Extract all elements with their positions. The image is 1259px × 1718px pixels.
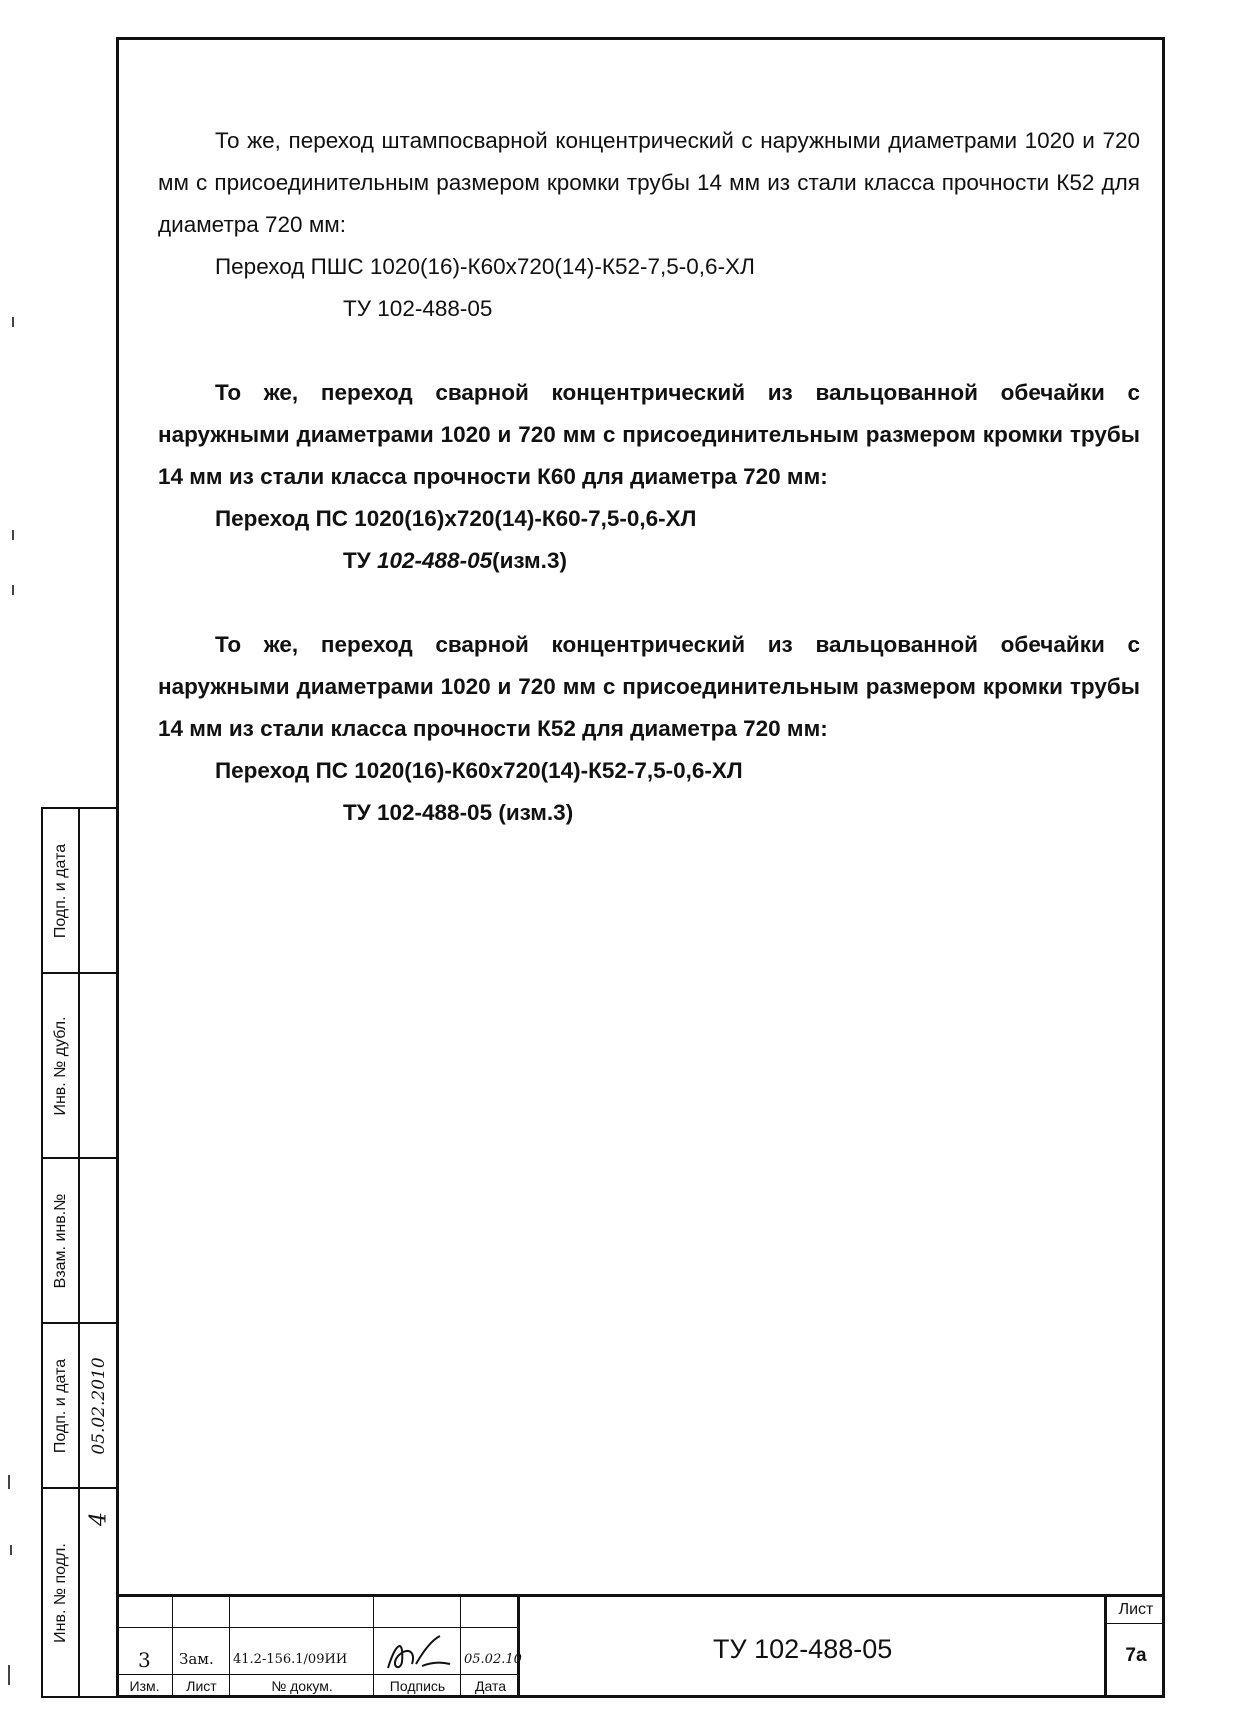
designation-2: Переход ПС 1020(16)х720(14)-К60-7,5-0,6-ХЛ	[215, 506, 697, 531]
standard-1: ТУ 102-488-05	[343, 296, 493, 321]
side-value-signature-date: 05.02.2010	[89, 1356, 109, 1455]
sheet-cell	[1104, 1594, 1165, 1698]
header-date: Дата	[474, 1678, 506, 1694]
standard-2-suffix: (изм.3)	[492, 548, 567, 573]
revision-doc-no: 41.2-156.1/09ИИ	[233, 1652, 348, 1667]
sheet-label: Лист	[1118, 1601, 1154, 1618]
signature-mark	[382, 1632, 454, 1674]
side-label: Подп. и дата	[51, 843, 69, 938]
header-signature: Подпись	[389, 1678, 446, 1694]
side-stamp-field	[41, 807, 116, 972]
scan-tick	[12, 530, 14, 540]
paragraph-2: То же, переход сварной концентрический из вальцованной обечайки с наружными диаметрами 1020 и 720 мм с присоединительным размером кромки трубы 14 мм из стали класса прочности К60 для диаметра 720 мм:	[158, 380, 1140, 489]
revision-list: Зам.	[179, 1650, 214, 1668]
side-stamp-field	[41, 1487, 116, 1698]
scan-tick	[12, 317, 14, 327]
side-stamp-field	[41, 1157, 116, 1322]
side-value: 4	[86, 1512, 112, 1526]
standard-2-number: 102-488-05	[377, 548, 493, 573]
side-stamp-field	[41, 972, 116, 1157]
paragraph-1: То же, переход штампосварной концентрический с наружными диаметрами 1020 и 720 мм с присоединительным размером кромки трубы 14 мм из стали класса прочности К52 для диаметра 720 мм:	[158, 128, 1140, 237]
scan-tick	[12, 585, 14, 595]
side-label: Подп. и дата	[51, 1358, 69, 1453]
side-stamp-field	[41, 1322, 116, 1487]
header-izm: Изм.	[129, 1678, 160, 1694]
standard-2-prefix: ТУ	[343, 548, 377, 573]
revision-izm: 3	[138, 1648, 151, 1672]
side-label: Инв. № подл.	[51, 1542, 69, 1643]
title-block	[116, 1594, 1165, 1698]
revision-date: 05.02.10	[464, 1652, 522, 1667]
document-designation: ТУ 102-488-05	[713, 1634, 893, 1664]
scan-tick	[8, 1665, 10, 1685]
sheet-number: 7а	[1125, 1645, 1147, 1666]
paragraph-3: То же, переход сварной концентрический из вальцованной обечайки с наружными диаметрами 1020 и 720 мм с присоединительным размером кромки трубы 14 мм из стали класса прочности К52 для диаметра 720 мм:	[158, 632, 1140, 741]
header-list: Лист	[186, 1678, 217, 1694]
standard-2	[158, 540, 1140, 582]
scan-tick	[8, 1475, 10, 1489]
side-label: Инв. № дубл.	[51, 1015, 69, 1116]
designation-3: Переход ПС 1020(16)-К60х720(14)-К52-7,5-0,6-ХЛ	[215, 758, 743, 783]
standard-3: ТУ 102-488-05 (изм.3)	[343, 800, 574, 825]
side-label: Взам. инв.№	[51, 1193, 69, 1288]
document-body	[158, 120, 1140, 834]
designation-1: Переход ПШС 1020(16)-К60х720(14)-К52-7,5-0,6-ХЛ	[215, 254, 755, 279]
header-doc-no: № докум.	[271, 1678, 333, 1694]
scan-tick	[10, 1545, 12, 1555]
